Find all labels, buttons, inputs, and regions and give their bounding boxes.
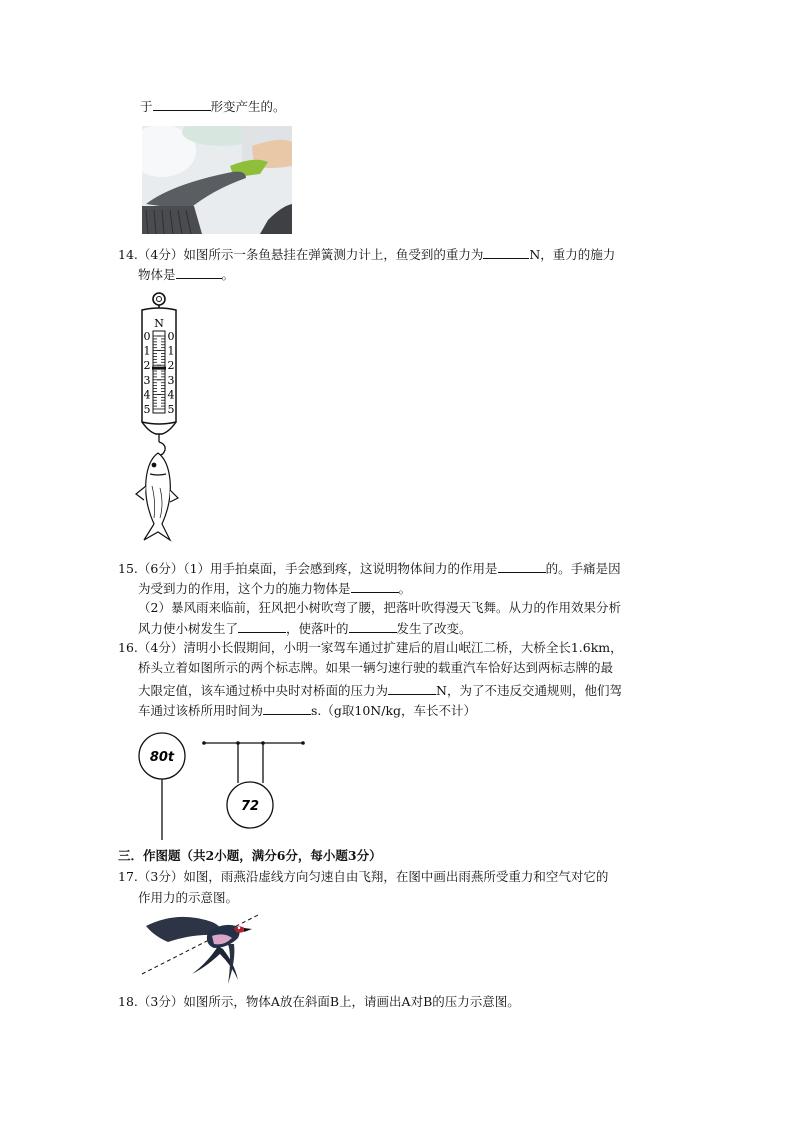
scale-unit: N bbox=[154, 317, 164, 330]
question-text: 的。手痛是因 bbox=[545, 561, 621, 576]
answer-blank[interactable] bbox=[153, 98, 211, 111]
section-title bbox=[118, 848, 382, 864]
question-text: 车通过该桥所用时间为 bbox=[138, 703, 264, 718]
question-text: （2）暴风雨来临前，狂风把小树吹弯了腰，把落叶吹得漫天飞舞。从力的作用效果分析 bbox=[138, 600, 621, 615]
question-text: 物体是 bbox=[138, 267, 176, 282]
scale-labels-right bbox=[168, 330, 175, 416]
scale-labels-left bbox=[144, 330, 151, 416]
fish-drawing bbox=[136, 453, 178, 540]
answer-blank[interactable] bbox=[483, 246, 529, 259]
question-text: （1）用手拍桌面，手会感到疼，这说明物体间力的作用是 bbox=[183, 561, 498, 576]
scale-tick-label: 3 bbox=[143, 373, 151, 387]
question-text: 大限定值，该车通过桥中央时对桥面的压力为 bbox=[138, 683, 389, 698]
scale-tick-label: 4 bbox=[143, 388, 151, 402]
traffic-signs-figure bbox=[136, 730, 314, 842]
q15-line-2 bbox=[138, 580, 411, 597]
answer-blank[interactable] bbox=[263, 702, 311, 715]
weight-limit-sign bbox=[139, 733, 185, 840]
question-text: 为受到力的作用，这个力的施力物体是 bbox=[138, 581, 351, 596]
swallow-figure[interactable] bbox=[138, 908, 262, 988]
q15-line-1 bbox=[118, 560, 621, 577]
scale-tick-label: 5 bbox=[167, 403, 175, 416]
question-text: 。 bbox=[398, 581, 412, 596]
q16-line-4 bbox=[138, 702, 476, 719]
question-text: 桥头立着如图所示的两个标志牌。如果一辆匀速行驶的载重汽车恰好达到两标志牌的最 bbox=[138, 660, 614, 675]
question-text: 如图，雨燕沿虚线方向匀速自由飞翔，在图中画出雨燕所受重力和空气对它的 bbox=[183, 869, 609, 884]
question-text: 作用力的示意图。 bbox=[138, 890, 239, 905]
scale-tick-label: 0 bbox=[167, 330, 175, 343]
section-title-text: 三．作图题（共2小题，满分6分，每小题3分） bbox=[118, 848, 382, 863]
question-text: N，为了不违反交通规则，他们驾 bbox=[436, 683, 622, 698]
q14-line-1 bbox=[118, 246, 615, 263]
scale-tick-label: 1 bbox=[143, 344, 151, 358]
scale-tick-label: 4 bbox=[167, 388, 175, 402]
question-text: 。 bbox=[221, 267, 235, 282]
weight-limit-value: 80t bbox=[149, 750, 175, 765]
question-text: 如图所示一条鱼悬挂在弹簧测力计上，鱼受到的重力为 bbox=[183, 247, 484, 262]
answer-blank[interactable] bbox=[176, 266, 222, 279]
q15-line-3 bbox=[138, 600, 621, 616]
answer-blank[interactable] bbox=[498, 560, 546, 573]
speed-limit-sign bbox=[202, 741, 305, 828]
question-number: 17. bbox=[118, 869, 138, 884]
q13-suffix: 形变产生的。 bbox=[210, 99, 286, 114]
question-text: 如图所示，物体A放在斜面B上，请画出A对B的压力示意图。 bbox=[183, 994, 520, 1009]
question-score: （4分） bbox=[137, 247, 184, 262]
answer-blank[interactable] bbox=[351, 580, 399, 593]
speed-limit-value: 72 bbox=[240, 799, 260, 814]
answer-blank[interactable] bbox=[238, 620, 286, 633]
question-text: 风力使小树发生了 bbox=[138, 621, 239, 636]
q16-line-3 bbox=[138, 682, 622, 699]
q13-tail-line bbox=[140, 98, 286, 115]
brush-photo bbox=[142, 126, 292, 234]
question-text: 发生了改变。 bbox=[396, 621, 472, 636]
q15-line-4 bbox=[138, 620, 472, 637]
question-score: （3分） bbox=[137, 994, 184, 1009]
answer-blank[interactable] bbox=[388, 682, 436, 695]
q13-prefix: 于 bbox=[140, 99, 153, 114]
question-number: 14. bbox=[118, 247, 138, 262]
scale-tick-label: 2 bbox=[143, 359, 151, 373]
q14-line-2 bbox=[138, 266, 234, 283]
scale-tick-label: 0 bbox=[143, 330, 151, 343]
question-text: ，使落叶的 bbox=[286, 621, 349, 636]
scale-tick-label: 3 bbox=[167, 373, 175, 387]
question-score: （4分） bbox=[137, 640, 184, 655]
question-score: （3分） bbox=[137, 869, 184, 884]
q17-line-1 bbox=[118, 869, 608, 885]
scale-tick-label: 2 bbox=[167, 359, 175, 373]
scale-tick-label: 1 bbox=[167, 344, 175, 358]
question-score: （6分） bbox=[137, 561, 184, 576]
question-text: 清明小长假期间，小明一家驾车通过扩建后的眉山岷江二桥，大桥全长1.6km， bbox=[183, 640, 623, 655]
question-number: 18. bbox=[118, 994, 138, 1009]
question-number: 15. bbox=[118, 561, 138, 576]
spring-scale-figure bbox=[132, 290, 192, 542]
question-number: 16. bbox=[118, 640, 138, 655]
q16-line-1 bbox=[118, 640, 623, 656]
scale-tick-label: 5 bbox=[143, 403, 151, 416]
q18-line-1 bbox=[118, 994, 520, 1010]
q17-line-2 bbox=[138, 890, 238, 906]
question-text: s.（g取10N/kg，车长不计） bbox=[311, 703, 477, 718]
question-text: N，重力的施力 bbox=[529, 247, 616, 262]
answer-blank[interactable] bbox=[349, 620, 397, 633]
q16-line-2 bbox=[138, 660, 613, 676]
